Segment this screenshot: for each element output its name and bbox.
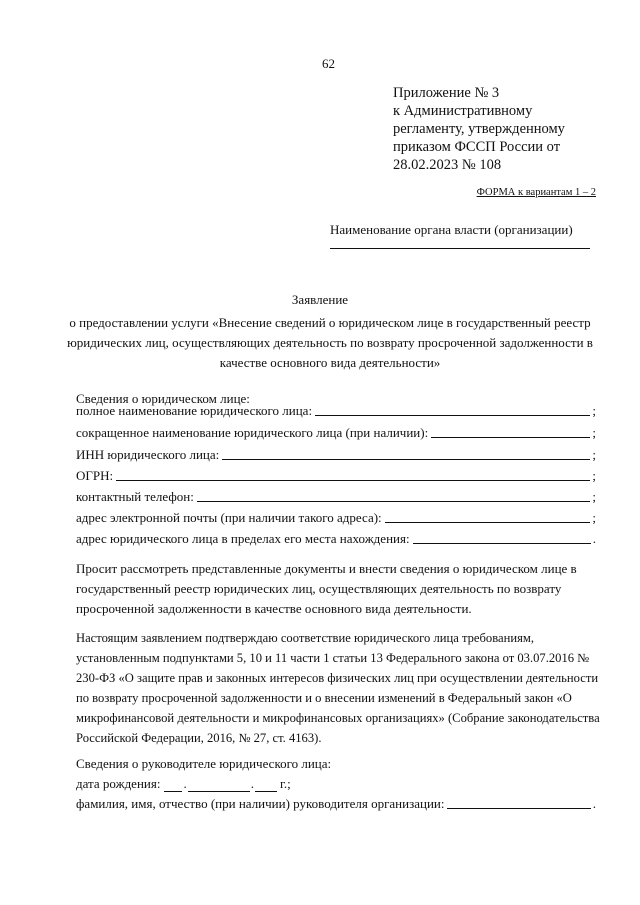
year-suffix: г.; — [279, 776, 291, 791]
date-separator: . — [250, 776, 254, 791]
appendix-line: регламенту, утвержденному — [393, 121, 565, 137]
manager-heading: Сведения о руководителе юридического лица: — [76, 756, 332, 771]
field-end: ; — [592, 510, 596, 525]
appendix-block — [393, 84, 565, 174]
field-input-line[interactable] — [431, 436, 590, 438]
paragraph-line: микрофинансовой деятельности и микрофинансовых организациях» (Собрание законодательства — [76, 711, 600, 725]
appendix-line: к Административному — [393, 103, 533, 119]
field-end: ; — [592, 468, 596, 483]
field-input-line[interactable] — [413, 542, 591, 544]
field-label: адрес юридического лица в пределах его места нахождения: — [76, 531, 410, 546]
field-end: . — [592, 531, 596, 546]
paragraph-line: по возврату просроченной задолженности и о внесении изменений в Федеральный закон «О — [76, 691, 572, 705]
appendix-line: 28.02.2023 № 108 — [393, 157, 502, 173]
date-separator: . — [183, 776, 187, 791]
legal-entity-heading: Сведения о юридическом лице: — [76, 391, 250, 406]
paragraph-line: Настоящим заявлением подтверждаю соответствие юридического лица требованиям, — [76, 631, 534, 645]
field-input-line[interactable] — [385, 521, 591, 523]
form-variant-label: ФОРМА к вариантам 1 – 2 — [476, 187, 596, 198]
paragraph-line: Просит рассмотреть представленные документы и внести сведения о юридическом лице в — [76, 561, 577, 576]
field-input-line[interactable] — [116, 479, 590, 481]
document-subtitle: о предоставлении услуги «Внесение сведений о юридическом лице в государственный реестр юридических лиц, осуществляющих деятельность по возврату просроченной задолженности в качестве основного вида деятельности» — [67, 315, 593, 370]
field-label: ИНН юридического лица: — [76, 447, 220, 462]
paragraph-line: просроченной задолженности в качестве основного вида деятельности. — [76, 601, 472, 616]
birth-month-input[interactable] — [188, 779, 250, 792]
field-label: дата рождения: — [76, 776, 161, 791]
field-inn — [76, 445, 596, 463]
field-label: ОГРН: — [76, 468, 114, 483]
field-end: . — [592, 796, 596, 811]
confirm-paragraph — [76, 628, 600, 748]
field-input-line[interactable] — [447, 807, 590, 809]
field-birth-date — [76, 774, 291, 792]
field-manager-name — [76, 794, 596, 812]
field-short-name — [76, 423, 596, 441]
request-paragraph — [76, 559, 596, 619]
paragraph-line: 230-ФЗ «О защите прав и законных интересов физических лиц при осуществлении деятельности — [76, 671, 599, 685]
field-phone — [76, 487, 596, 505]
field-address — [76, 529, 596, 547]
field-input-line[interactable] — [197, 500, 591, 502]
paragraph-line: государственный реестр юридических лиц, осуществляющих деятельность по возврату — [76, 581, 562, 596]
field-end: ; — [592, 489, 596, 504]
authority-label: Наименование органа власти (организации) — [330, 222, 573, 237]
appendix-line: Приложение № 3 — [393, 85, 500, 101]
field-email — [76, 508, 596, 526]
birth-year-input[interactable] — [255, 779, 277, 792]
paragraph-line: установленным подпунктами 5, 10 и 11 части 1 статьи 13 Федерального закона от 03.07.2016 № — [76, 651, 590, 665]
field-label: адрес электронной почты (при наличии такого адреса): — [76, 510, 382, 525]
field-label: полное наименование юридического лица: — [76, 403, 313, 418]
field-label: фамилия, имя, отчество (при наличии) руководителя организации: — [76, 796, 445, 811]
field-label: контактный телефон: — [76, 489, 194, 504]
paragraph-line: Российской Федерации, 2016, № 27, ст. 4163). — [76, 731, 322, 745]
page-number: 62 — [322, 56, 335, 71]
field-input-line[interactable] — [315, 414, 590, 416]
field-label: сокращенное наименование юридического лица (при наличии): — [76, 425, 429, 440]
field-end: ; — [592, 447, 596, 462]
document-title: Заявление — [291, 292, 349, 307]
birth-day-input[interactable] — [164, 779, 182, 792]
field-ogrn — [76, 466, 596, 484]
appendix-line: приказом ФССП России от — [393, 139, 561, 155]
field-end: ; — [592, 425, 596, 440]
field-end: ; — [592, 403, 596, 418]
authority-input-line[interactable] — [330, 248, 590, 249]
field-full-name — [76, 401, 596, 419]
field-input-line[interactable] — [222, 458, 590, 460]
